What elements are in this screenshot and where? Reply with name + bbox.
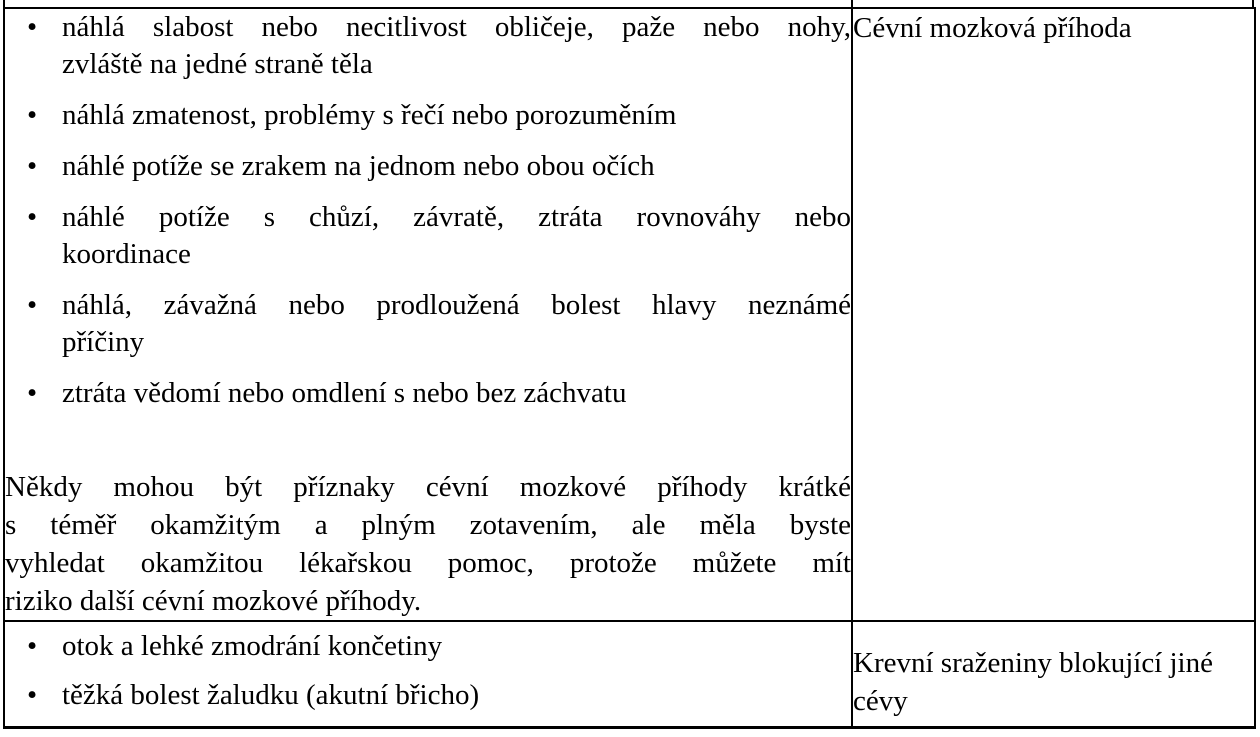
note-line: s téměř okamžitým a plným zotavením, ale měla byste [5, 509, 851, 541]
note-line: Někdy mohou být příznaky cévní mozkové příhody krátké [5, 471, 851, 503]
bullet-icon: • [27, 377, 38, 409]
symptom-text: příčiny [62, 326, 145, 358]
list-item [5, 375, 851, 412]
list-item [5, 628, 851, 665]
bullet-icon: • [27, 289, 38, 321]
symptom-text: náhlá, závažná nebo prodloužená bolest hlavy neznámé [62, 289, 851, 321]
symptom-text: náhlá slabost nebo necitlivost obličeje, paže nebo nohy, [62, 11, 851, 43]
symptom-text: koordinace [62, 238, 191, 270]
bullet-icon: • [27, 99, 38, 131]
symptom-text: otok a lehké zmodrání končetiny [62, 630, 443, 662]
cell-clots-symptoms [4, 621, 852, 728]
note-line: riziko další cévní mozkové příhody. [5, 585, 422, 617]
condition-label: Cévní mozková příhoda [853, 12, 1132, 44]
stroke-symptom-list [5, 9, 851, 412]
list-item [5, 287, 851, 361]
condition-label: Krevní sraženiny blokující jiné cévy [853, 647, 1213, 717]
symptom-text: náhlé potíže se zrakem na jednom nebo obou očích [62, 150, 655, 182]
clots-symptom-list [5, 622, 851, 714]
symptoms-conditions-table [3, 7, 1256, 729]
symptom-text: náhlá zmatenost, problémy s řečí nebo porozuměním [62, 99, 677, 131]
bullet-icon: • [27, 201, 38, 233]
list-item [5, 9, 851, 83]
bullet-icon: • [27, 11, 38, 43]
cell-stroke-condition [852, 8, 1255, 621]
cell-stroke-symptoms [4, 8, 852, 621]
symptom-text: zvláště na jedné straně těla [62, 48, 373, 80]
symptom-text: náhlé potíže s chůzí, závratě, ztráta rovnováhy nebo [62, 201, 851, 233]
table-row-clots [4, 621, 1255, 728]
stroke-note-paragraph [5, 468, 851, 620]
symptom-text: těžká bolest žaludku (akutní břicho) [62, 679, 480, 711]
list-item [5, 97, 851, 134]
symptom-text: ztráta vědomí nebo omdlení s nebo bez záchvatu [62, 377, 627, 409]
bullet-icon: • [27, 150, 38, 182]
bullet-icon: • [27, 679, 38, 711]
list-item [5, 199, 851, 273]
list-item [5, 677, 851, 714]
list-item [5, 148, 851, 185]
note-line: vyhledat okamžitou lékařskou pomoc, protože můžete mít [5, 547, 851, 579]
cell-clots-condition [852, 621, 1255, 728]
bullet-icon: • [27, 630, 38, 662]
table-row-stroke [4, 8, 1255, 621]
